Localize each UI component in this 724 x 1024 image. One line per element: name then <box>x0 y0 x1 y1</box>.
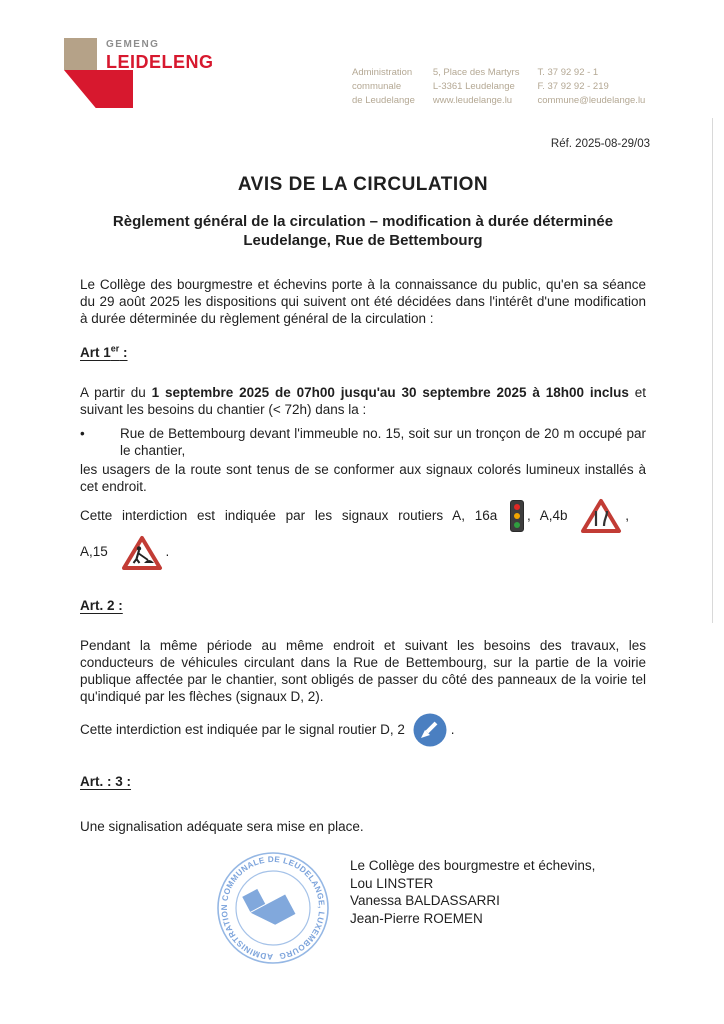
subtitle-line-2: Leudelange, Rue de Bettembourg <box>243 232 483 249</box>
stamp-center-logo <box>242 879 295 933</box>
article-3-paragraph: Une signalisation adéquate sera mise en place. <box>80 819 364 834</box>
subtitle-line-1: Règlement général de la circulation – modification à durée déterminée <box>112 213 614 230</box>
commune-stamp <box>213 848 333 968</box>
contact-block <box>352 66 645 108</box>
article-3-heading: Art. : 3 : <box>80 774 132 789</box>
signature-block <box>350 857 595 927</box>
intro-paragraph: Le Collège des bourgmestre et échevins porte à la connaissance du public, qu'en sa séance du 29 août 2025 les dispositions qui suivent ont été décidées dans l'intérêt d'une modification à durée déterminée du règlement général de la circulation : <box>80 277 646 326</box>
signature-college-line: Le Collège des bourgmestre et échevins, <box>350 858 596 873</box>
street-bullet-item <box>80 425 646 459</box>
contact-line: www.leudelange.lu <box>432 95 513 106</box>
signature-name-baldassarri: Vanessa BALDASSARRI <box>350 893 500 908</box>
logo-red-flag <box>64 70 133 108</box>
contact-line: T. 37 92 92 - 1 <box>537 67 599 78</box>
road-narrows-sign-icon <box>580 498 622 534</box>
article-2-heading: Art. 2 : <box>80 598 123 613</box>
article-1-ordinal: er <box>110 343 120 354</box>
signature-name-roemen: Jean-Pierre ROEMEN <box>350 910 483 926</box>
contact-line: 5, Place des Martyrs <box>432 67 520 78</box>
article-1-label: Art 1 <box>80 345 111 360</box>
road-users-paragraph: les usagers de la route sont tenus de se conformer aux signaux colorés lumineux installés à cet endroit. <box>80 462 646 494</box>
signal-text-pre: Cette interdiction est indiquée par le signal routier D, 2 <box>80 722 405 737</box>
contact-line: F. 37 92 92 - 219 <box>537 81 609 92</box>
contact-line: Administration <box>352 67 413 78</box>
bullet-icon: • <box>80 426 85 441</box>
roadworks-sign-icon <box>121 535 163 571</box>
contact-line: L-3361 Leudelange <box>432 81 515 92</box>
document-subtitle <box>80 212 646 250</box>
period-paragraph <box>80 384 646 418</box>
keep-left-sign-icon <box>412 712 448 748</box>
signs-comma: , <box>625 508 630 523</box>
contact-col-phone <box>537 66 645 108</box>
contact-line: commune@leudelange.lu <box>537 95 646 106</box>
scan-edge-line <box>712 118 713 623</box>
signs-text-mid: , A,4b <box>526 508 568 523</box>
reference-number: Réf. 2025-08-29/03 <box>550 138 650 150</box>
stamp-circular-text: ADMINISTRATION COMMUNALE DE LEUDELANGE, LUXEMBOURG <box>219 854 327 962</box>
period-pre: A partir du <box>80 385 152 400</box>
signs-a15-label: A,15 <box>80 544 108 560</box>
bullet-text: Rue de Bettembourg devant l'immeuble no. 15, soit sur un tronçon de 20 m occupé par le chantier, <box>120 426 646 458</box>
logo-gemeng-label: GEMENG <box>106 39 160 50</box>
signal-end: . <box>450 722 455 737</box>
signature-name-linster: Lou LINSTER <box>350 875 434 891</box>
article-1-colon: : <box>119 345 128 360</box>
logo-text <box>106 39 214 73</box>
contact-col-admin <box>352 66 415 108</box>
article-2-paragraph: Pendant la même période au même endroit et suivant les besoins des travaux, les conducteurs de véhicules circulant dans la Rue de Bettembourg, sur la partie de la voirie publique affectée par le chantier, sont obligés de passer du côté des panneaux de la voirie tel qu'indiqué par les flèches (signaux D, 2). <box>80 638 646 704</box>
signs-text-pre: Cette interdiction est indiquée par les signaux routiers A, 16a <box>80 508 498 523</box>
signal-d2-paragraph <box>80 710 646 750</box>
contact-line: de Leudelange <box>352 95 415 106</box>
contact-line: communale <box>352 81 402 92</box>
period-post: et suivant les besoins du chantier (< 72h) dans la : <box>80 385 646 417</box>
contact-col-address <box>433 66 520 108</box>
signs-end: . <box>165 544 170 560</box>
logo-leideleng-label: LEIDELENG <box>106 52 214 72</box>
period-dates-bold: 1 septembre 2025 de 07h00 jusqu'au 30 septembre 2025 à 18h00 inclus <box>151 385 629 400</box>
article-1-heading <box>80 344 646 361</box>
logo-tan-square <box>64 38 97 70</box>
traffic-light-icon <box>510 500 524 532</box>
commune-logo <box>64 38 284 113</box>
road-signs-paragraph <box>80 498 646 571</box>
document-title: AVIS DE LA CIRCULATION <box>237 174 489 195</box>
